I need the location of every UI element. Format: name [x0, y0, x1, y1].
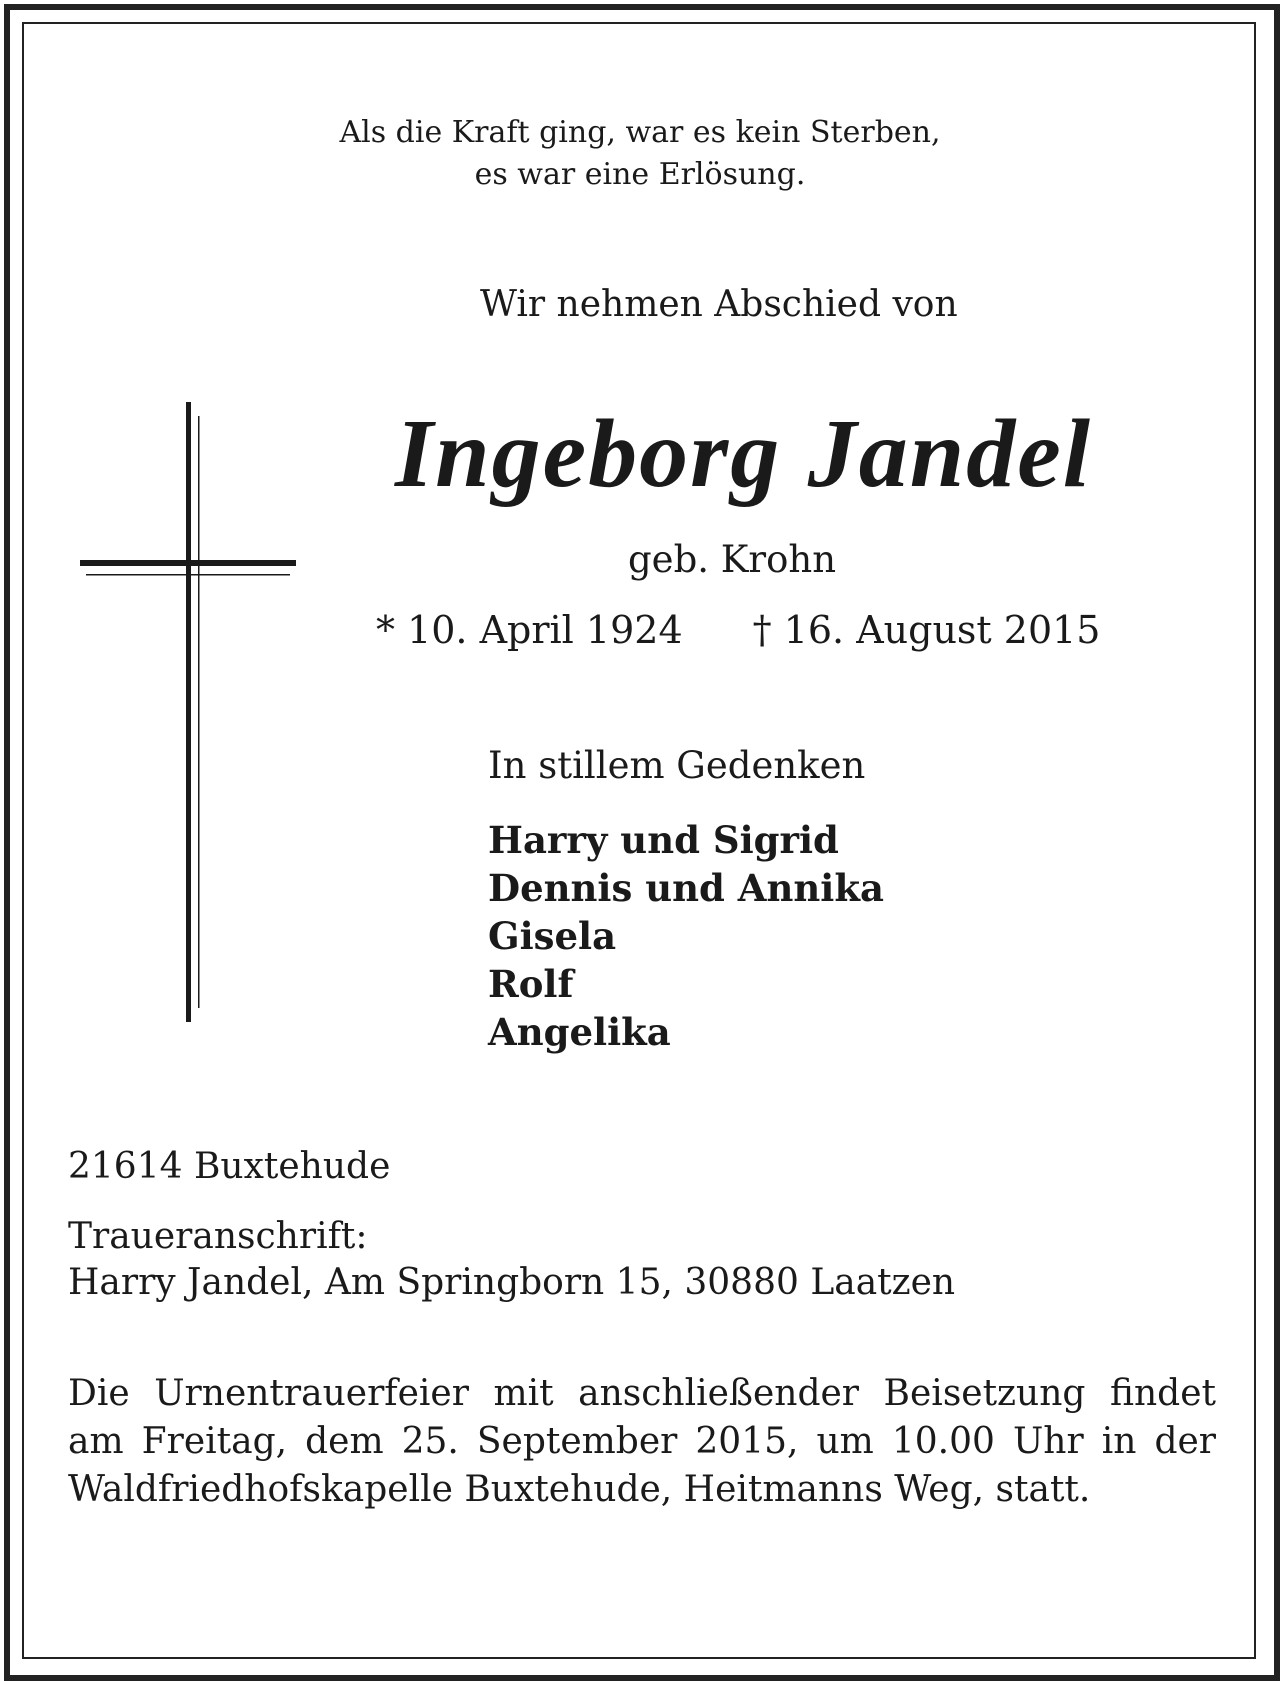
death-date: † 16. August 2015 — [752, 608, 1101, 652]
mourning-address — [68, 1214, 955, 1306]
place: 21614 Buxtehude — [68, 1146, 391, 1187]
address-value: Harry Jandel, Am Springborn 15, 30880 Laatzen — [68, 1262, 956, 1303]
mourner-item: Harry und Sigrid — [488, 818, 839, 862]
mourner-item: Gisela — [488, 914, 617, 958]
motto — [0, 112, 1280, 196]
mourner-item: Angelika — [488, 1010, 671, 1054]
maiden-name: geb. Krohn — [628, 538, 837, 581]
cross-icon — [80, 402, 300, 1022]
intro-text: Wir nehmen Abschied von — [480, 284, 958, 325]
memory-line: In stillem Gedenken — [488, 744, 866, 787]
mourners-list — [488, 816, 884, 1056]
address-label: Traueranschrift: — [68, 1216, 368, 1257]
motto-line-1: Als die Kraft ging, war es kein Sterben, — [339, 115, 941, 150]
motto-line-2: es war eine Erlösung. — [474, 157, 806, 192]
mourner-item: Rolf — [488, 962, 574, 1006]
life-dates — [376, 608, 1101, 652]
ceremony-notice: Die Urnentrauerfeier mit anschließender Beisetzung findet am Freitag, dem 25. September 2015, um 10.00 Uhr in der Waldfriedhofskapelle Buxtehude, Heitmanns Weg, statt. — [68, 1373, 1216, 1510]
mourner-item: Dennis und Annika — [488, 866, 884, 910]
birth-date: * 10. April 1924 — [376, 608, 683, 652]
deceased-name: Ingeborg Jandel — [395, 400, 1093, 508]
